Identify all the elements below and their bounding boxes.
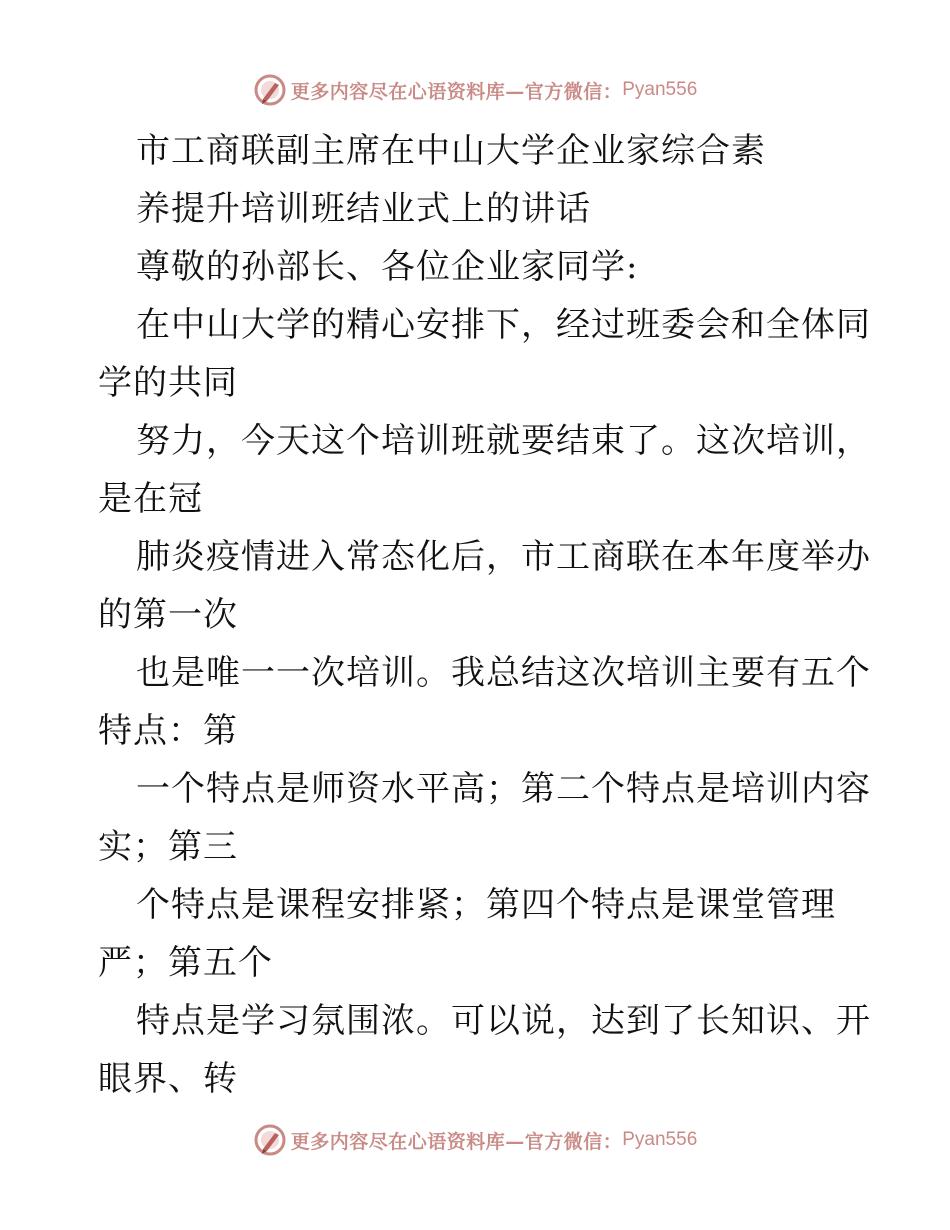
text-line: 个特点是课程安排紧；第四个特点是课堂管理	[136, 885, 836, 925]
text-line: 一个特点是师资水平高；第二个特点是培训内容	[136, 769, 871, 809]
text-line: 肺炎疫情进入常态化后，市工商联在本年度举办	[136, 537, 871, 577]
pen-logo-icon	[253, 1123, 287, 1157]
watermark-text: 更多内容尽在心语资料库—官方微信：	[290, 1130, 623, 1153]
text-line: 学的共同	[98, 363, 238, 403]
text-line: 特点是学习氛围浓。可以说，达到了长知识、开	[136, 1001, 871, 1041]
footer-watermark	[0, 1120, 950, 1160]
text-line: 市工商联副主席在中山大学企业家综合素	[136, 131, 766, 171]
text-line: 是在冠	[98, 479, 203, 519]
text-line: 特点：第	[98, 711, 238, 751]
text-line: 严；第五个	[98, 943, 273, 983]
text-line: 实；第三	[98, 827, 238, 867]
watermark-text: 更多内容尽在心语资料库—官方微信：	[290, 80, 623, 103]
pen-logo-icon	[253, 73, 287, 107]
watermark-wechat-id: Pyan556	[622, 1129, 698, 1150]
document-body	[98, 122, 871, 1108]
text-line: 也是唯一一次培训。我总结这次培训主要有五个	[136, 653, 871, 693]
header-watermark	[0, 70, 950, 110]
watermark-wechat-id: Pyan556	[622, 79, 698, 100]
text-line: 养提升培训班结业式上的讲话	[136, 189, 591, 229]
text-line: 在中山大学的精心安排下，经过班委会和全体同	[136, 305, 871, 345]
text-line: 努力，今天这个培训班就要结束了。这次培训，	[136, 421, 871, 461]
text-line: 尊敬的孙部长、各位企业家同学:	[136, 247, 639, 287]
text-line: 眼界、转	[98, 1059, 238, 1099]
text-line: 的第一次	[98, 595, 238, 635]
